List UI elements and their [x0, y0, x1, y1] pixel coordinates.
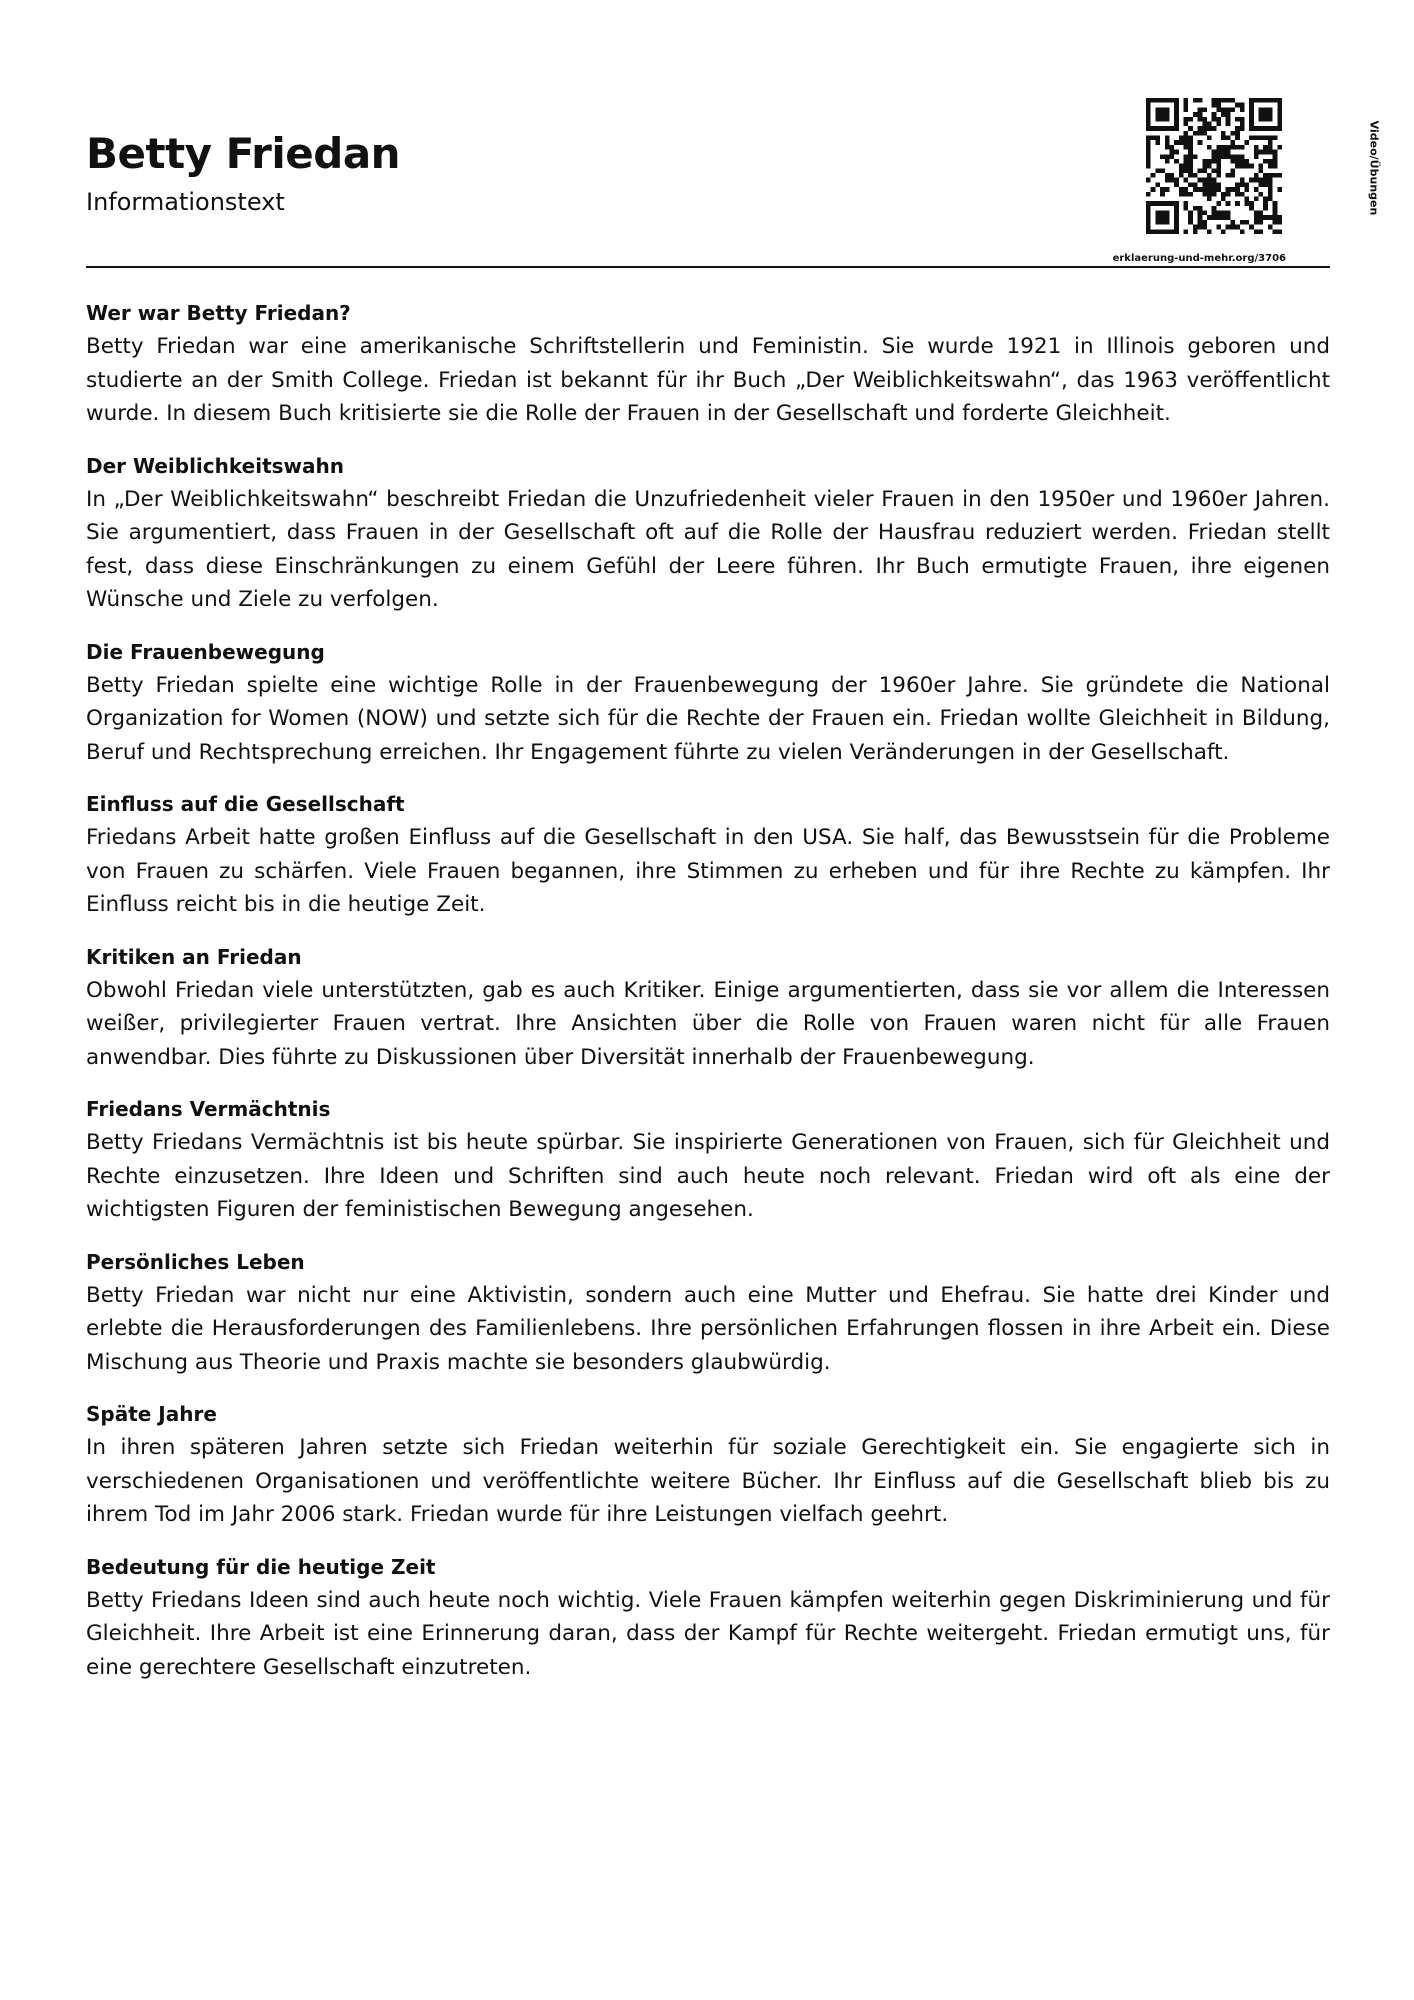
section-heading: Späte Jahre	[86, 1402, 217, 1426]
section-text: In ihren späteren Jahren setzte sich Friedan weiterhin für soziale Gerechtigkeit ein. Sie engagierte sich in verschiedenen Organisationen und veröffentlichte weitere Bücher. Ihr Einfluss auf die Gesellschaft blieb bis zu ihrem Tod im Jahr 2006 stark. Friedan wurde für ihre Leistungen vielfach geehrt.	[86, 1435, 1330, 1527]
section-text: Betty Friedans Vermächtnis ist bis heute spürbar. Sie inspirierte Generationen von Frauen, sich für Gleichheit und Rechte einzusetzen. Ihre Ideen und Schriften sind auch heute noch relevant. Friedan wird oft als eine der wichtigsten Figuren der feministischen Bewegung angesehen.	[86, 1130, 1330, 1222]
section-die-frauenbewegung	[86, 635, 1330, 770]
section-einfluss-auf-die-gesellschaft	[86, 787, 1330, 922]
section-text: Obwohl Friedan viele unterstützten, gab es auch Kritiker. Einige argumentierten, dass sie vor allem die Interessen weißer, privilegierter Frauen vertrat. Ihre Ansichten über die Rolle von Frauen waren nicht für alle Frauen anwendbar. Dies führte zu Diskussionen über Diversität innerhalb der Frauenbewegung.	[86, 977, 1330, 1070]
document-body	[86, 296, 1330, 1702]
document-subtitle: Informationstext	[86, 188, 285, 216]
section-text: Betty Friedan spielte eine wichtige Rolle in der Frauenbewegung der 1960er Jahre. Sie gründete die National Organization for Women (NOW) und setzte sich für die Rechte der Frauen ein. Friedan wollte Gleichheit in Bildung, Beruf und Rechtsprechung erreichen. Ihr Engagement führte zu vielen Veränderungen in der Gesellschaft.	[86, 672, 1330, 765]
section-wer-war-betty-friedan	[86, 296, 1330, 431]
section-spaete-jahre	[86, 1397, 1330, 1532]
section-text: Friedans Arbeit hatte großen Einfluss auf die Gesellschaft in den USA. Sie half, das Bewusstsein für die Probleme von Frauen zu schärfen. Viele Frauen begannen, ihre Stimmen zu erheben und für ihre Rechte zu kämpfen. Ihr Einfluss reicht bis in die heutige Zeit.	[86, 825, 1330, 917]
section-der-weiblichkeitswahn	[86, 449, 1330, 617]
section-heading: Persönliches Leben	[86, 1249, 305, 1274]
section-text: Betty Friedan war eine amerikanische Schriftstellerin und Feministin. Sie wurde 1921 in Illinois geboren und studierte an der Smith College. Friedan ist bekannt für ihr Buch „Der Weiblichkeitswahn“, das 1963 veröffentlicht wurde. In diesem Buch kritisierte sie die Rolle der Frauen in der Gesellschaft und forderte Gleichheit.	[86, 334, 1330, 426]
document-title: Betty Friedan	[86, 129, 401, 178]
document-header	[86, 0, 1381, 270]
section-heading: Bedeutung für die heutige Zeit	[86, 1554, 436, 1579]
section-heading: Wer war Betty Friedan?	[86, 301, 351, 325]
section-heading: Die Frauenbewegung	[86, 639, 325, 664]
section-heading: Der Weiblichkeitswahn	[86, 453, 344, 478]
header-divider	[86, 266, 1330, 268]
section-text: In „Der Weiblichkeitswahn“ beschreibt Friedan die Unzufriedenheit vieler Frauen in den 1950er und 1960er Jahren. Sie argumentiert, dass Frauen in der Gesellschaft oft auf die Rolle der Hausfrau reduziert werden. Friedan stellt fest, dass diese Einschränkungen zu einem Gefühl der Leere führen. Ihr Buch ermutigte Frauen, ihre eigenen Wünsche und Ziele zu verfolgen.	[86, 486, 1330, 612]
qr-side-label: Video/Übungen	[1367, 120, 1381, 216]
section-text: Betty Friedan war nicht nur eine Aktivistin, sondern auch eine Mutter und Ehefrau. Sie hatte drei Kinder und erlebte die Herausforderungen des Familienlebens. Ihre persönlichen Erfahrungen flossen in ihre Arbeit ein. Diese Mischung aus Theorie und Praxis machte sie besonders glaubwürdig.	[86, 1282, 1330, 1375]
qr-url-link[interactable]: erklaerung-und-mehr.org/3706	[1112, 253, 1286, 264]
section-heading: Einfluss auf die Gesellschaft	[86, 792, 405, 816]
section-bedeutung-fuer-die-heutige-zeit	[86, 1550, 1330, 1685]
section-friedans-vermaechtnis	[86, 1092, 1330, 1227]
section-kritiken-an-friedan	[86, 940, 1330, 1075]
qr-code-graphic	[1146, 98, 1282, 234]
section-heading: Kritiken an Friedan	[86, 944, 302, 969]
qr-code-icon[interactable]	[1146, 98, 1282, 234]
section-heading: Friedans Vermächtnis	[86, 1097, 331, 1121]
section-persoenliches-leben	[86, 1245, 1330, 1380]
section-text: Betty Friedans Ideen sind auch heute noch wichtig. Viele Frauen kämpfen weiterhin gegen Diskriminierung und für Gleichheit. Ihre Arbeit ist eine Erinnerung daran, dass der Kampf für Rechte weitergeht. Friedan ermutigt uns, für eine gerechtere Gesellschaft einzutreten.	[86, 1587, 1330, 1680]
